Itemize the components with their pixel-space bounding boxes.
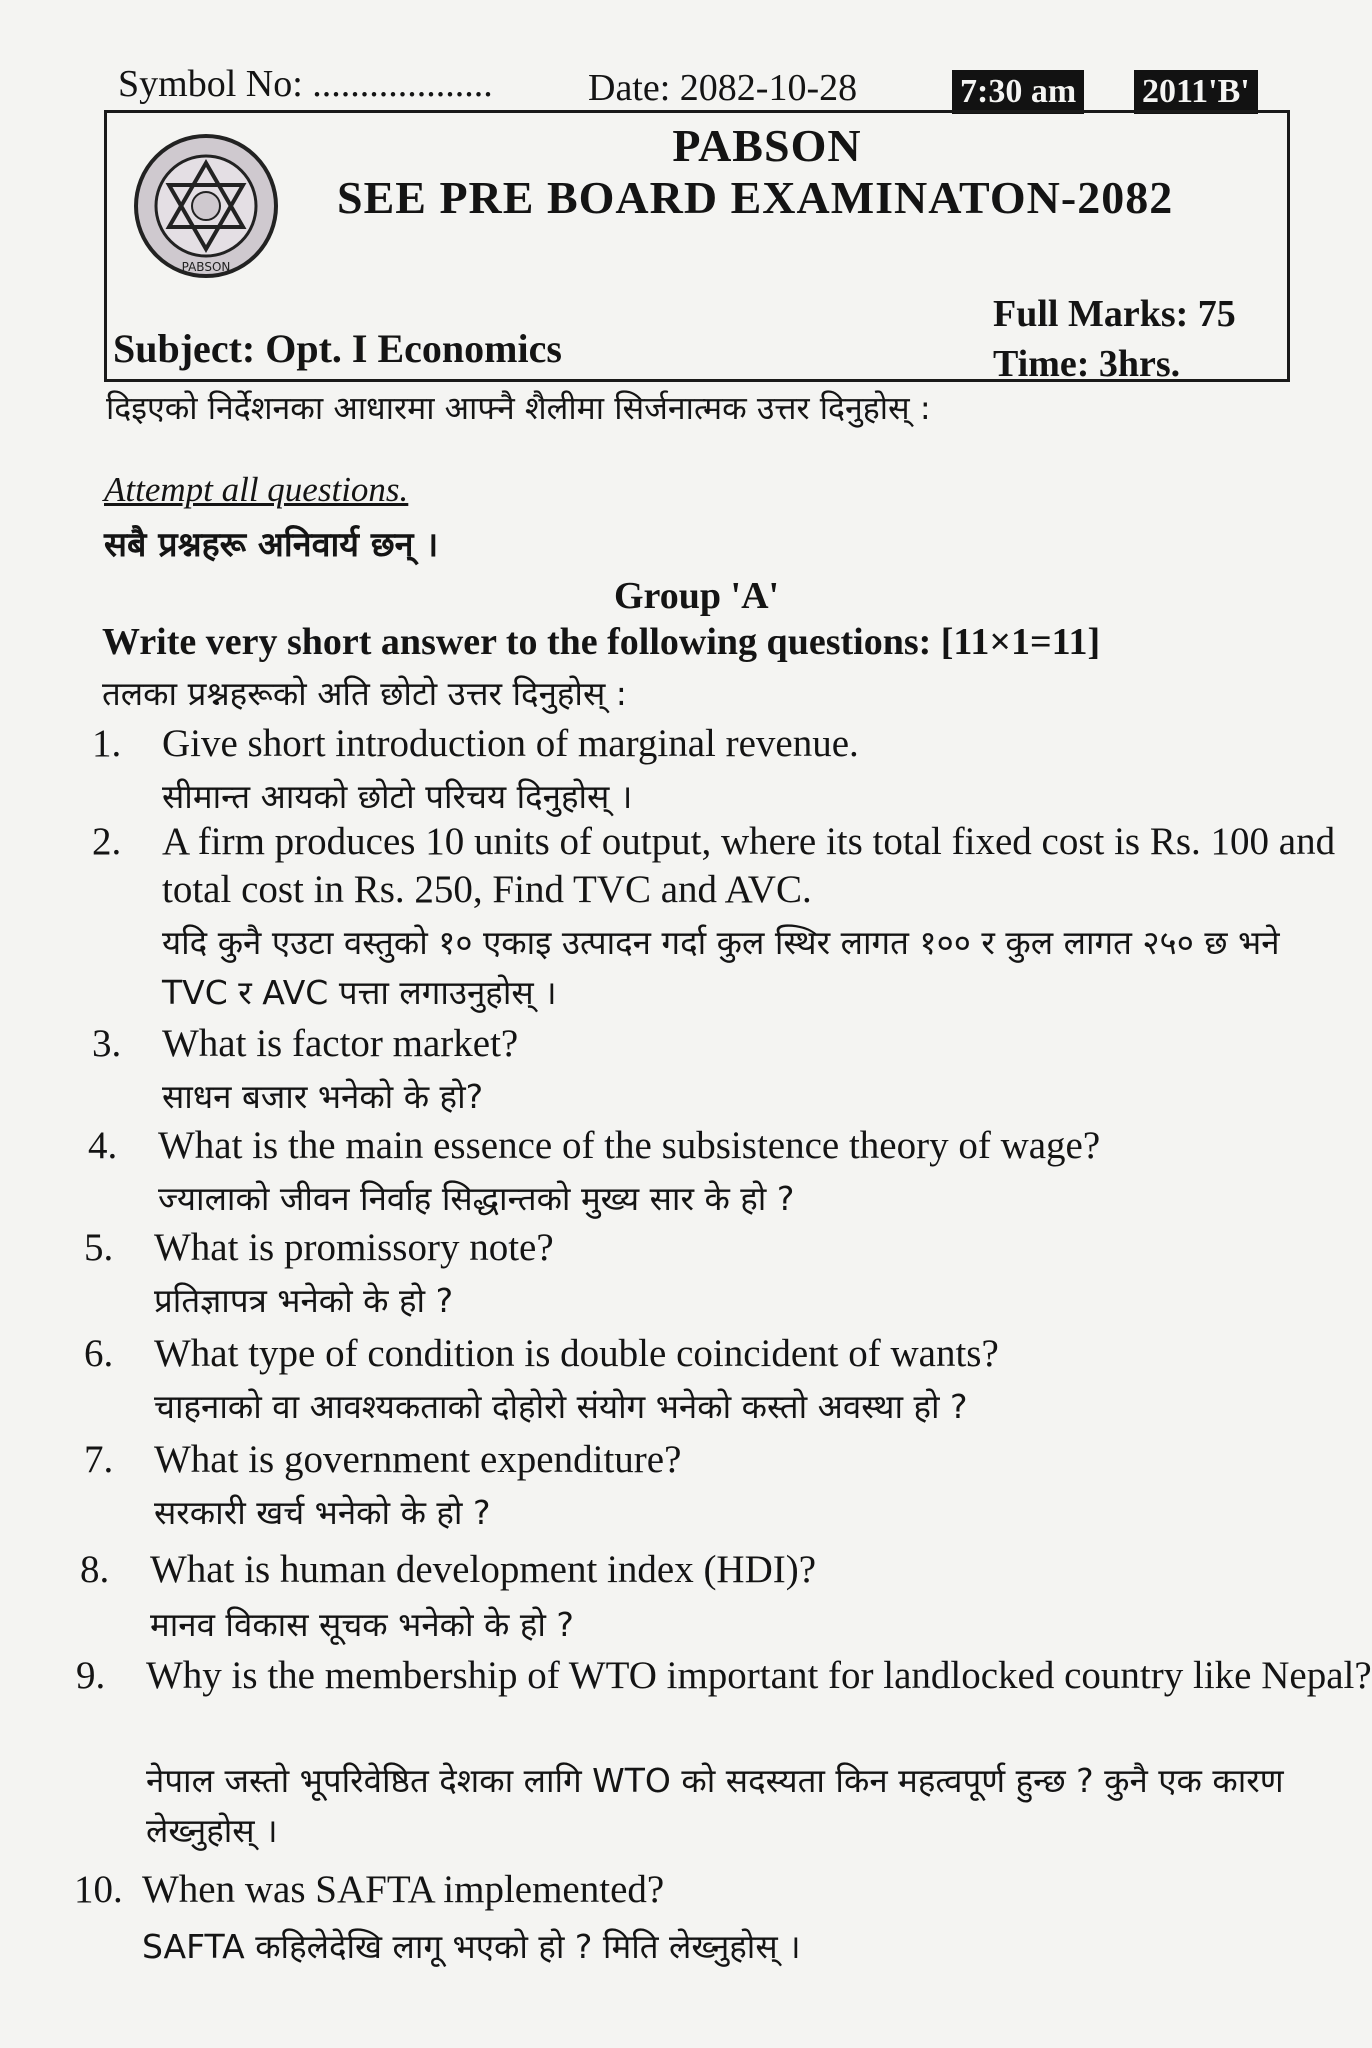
exam-time: Time: 3hrs. <box>993 343 1181 385</box>
question-text: What is the main essence of the subsistence theory of wage? <box>158 1124 1101 1167</box>
question-number: 4. <box>88 1124 118 1167</box>
question-text: What is promissory note? <box>154 1226 554 1269</box>
full-marks: Full Marks: 75 <box>993 293 1236 335</box>
question-text-nepali: सरकारी खर्च भनेको के हो ? <box>154 1493 491 1532</box>
question-number: 8. <box>80 1548 110 1591</box>
question-number: 3. <box>92 1022 122 1065</box>
question-number: 9. <box>76 1654 106 1697</box>
attempt-all-heading: Attempt all questions. <box>104 470 409 509</box>
question-text-nepali: चाहनाको वा आवश्यकताको दोहोरो संयोग भनेको कस्तो अवस्था हो ? <box>154 1387 968 1426</box>
question-number: 5. <box>84 1226 114 1269</box>
group-instruction: Write very short answer to the following questions: [11×1=11] <box>102 621 1101 663</box>
question-text: When was SAFTA implemented? <box>142 1868 665 1911</box>
header-box <box>104 110 1290 385</box>
question-text-nepali: नेपाल जस्तो भूपरिवेष्ठित देशका लागि WTO को सदस्यता किन महत्वपूर्ण हुन्छ ? कुनै एक कारण लेख्नुहोस् । <box>146 1761 1284 1850</box>
question-text: What is government expenditure? <box>154 1438 682 1481</box>
question-text: What is factor market? <box>162 1022 519 1065</box>
question-text-nepali: SAFTA कहिलेदेखि लागू भएको हो ? मिति लेख्नुहोस् । <box>142 1927 801 1966</box>
question-text-nepali: यदि कुनै एउटा वस्तुको १० एकाइ उत्पादन गर्दा कुल स्थिर लागत १०० र कुल लागत २५० छ भने TVC र AVC पत्ता लगाउनुहोस् । <box>162 923 1280 1012</box>
symbol-number-field: Symbol No: ................... <box>118 63 493 105</box>
group-instruction-nepali: तलका प्रश्नहरूको अति छोटो उत्तर दिनुहोस् : <box>102 674 627 713</box>
question-text-nepali: साधन बजार भनेको के हो? <box>162 1077 484 1116</box>
school-name: PABSON <box>672 120 862 171</box>
header-top-line <box>118 56 1268 112</box>
question-text-nepali: ज्यालाको जीवन निर्वाह सिद्धान्तको मुख्य सार के हो ? <box>158 1179 795 1218</box>
question-text: What is human development index (HDI)? <box>150 1548 817 1591</box>
question-number: 2. <box>92 820 122 863</box>
question-text: Give short introduction of marginal revenue. <box>162 722 859 765</box>
question-text-nepali: प्रतिज्ञापत्र भनेको के हो ? <box>154 1281 454 1320</box>
question-number: 10. <box>74 1868 123 1911</box>
exam-date: Date: 2082-10-28 <box>588 67 858 109</box>
question-text-nepali: सीमान्त आयको छोटो परिचय दिनुहोस् । <box>162 777 633 816</box>
question-number: 1. <box>92 722 122 765</box>
question-number: 7. <box>84 1438 114 1481</box>
question-text-nepali: मानव विकास सूचक भनेको के हो ? <box>150 1605 574 1644</box>
code-tag: 2011'B' <box>1134 70 1258 114</box>
question-text: What type of condition is double coincident of wants? <box>154 1332 999 1375</box>
question-number: 6. <box>84 1332 114 1375</box>
exam-title: SEE PRE BOARD EXAMINATON-2082 <box>337 172 1174 223</box>
attempt-all-nepali: सबै प्रश्नहरू अनिवार्य छन् । <box>104 525 439 565</box>
subject-label: Subject: Opt. I Economics <box>113 326 562 371</box>
seal-text: PABSON <box>181 260 231 274</box>
question-text: A firm produces 10 units of output, where its total fixed cost is Rs. 100 and total cost in Rs. 250, Find TVC and AVC. <box>162 820 1336 911</box>
question-text: Why is the membership of WTO important for landlocked country like Nepal? <box>146 1654 1372 1697</box>
group-title: Group 'A' <box>614 575 780 617</box>
instruction-nepali: दिइएको निर्देशनका आधारमा आफ्नै शैलीमा सिर्जनात्मक उत्तर दिनुहोस् : <box>106 389 931 427</box>
marks-time-block <box>993 289 1236 389</box>
time-tag: 7:30 am <box>952 70 1084 114</box>
